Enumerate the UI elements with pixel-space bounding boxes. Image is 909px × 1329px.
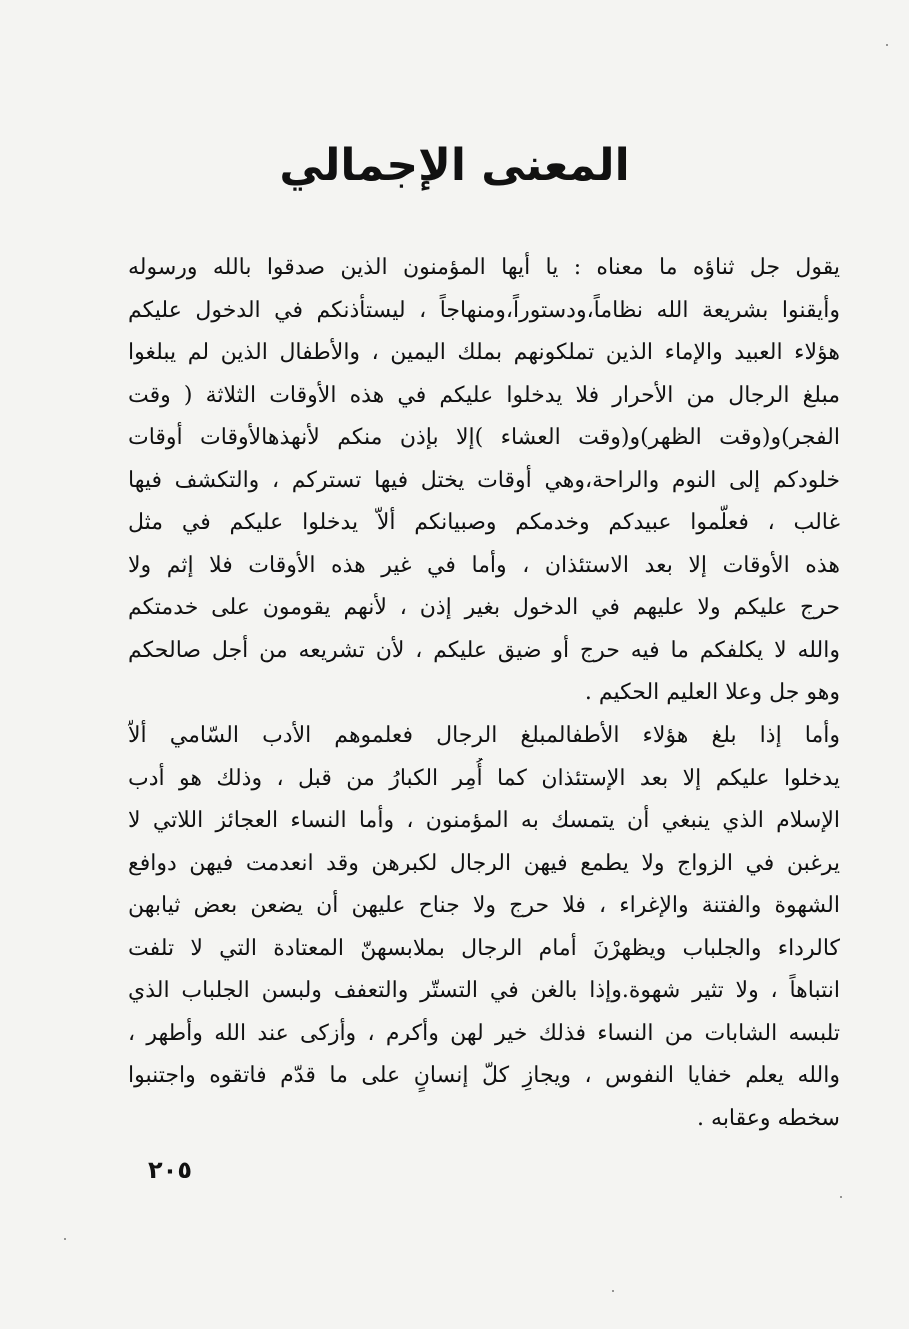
text-line: تلبسه الشابات من النساء فذلك خير لهن وأكرم ، وأزكى عند الله وأطهر ،: [128, 1020, 840, 1046]
text-line: هذه الأوقات إلا بعد الاستئذان ، وأما في غير هذه الأوقات فلا إثم ولا: [128, 552, 840, 578]
text-line: الإسلام الذي ينبغي أن يتمسك به المؤمنون ، وأما النساء العجائز اللاتي لا: [128, 808, 840, 833]
text-line: سخطه وعقابه .: [697, 1105, 840, 1131]
text-line: والله يعلم خفايا النفوس ، ويجازِ كلّ إنسانٍ على ما قدّم فاتقوه واجتنبوا: [128, 1063, 840, 1088]
page-number: ٢٠٥: [148, 1156, 192, 1184]
scan-speck: [612, 1290, 614, 1292]
text-line: غالب ، فعلّموا عبيدكم وخدمكم وصبيانكم ألاّ يدخلوا عليكم في مثل: [128, 510, 840, 535]
text-line: هؤلاء العبيد والإماء الذين تملكونهم بملك اليمين ، والأطفال الذين لم يبلغوا: [128, 340, 840, 365]
text-line: الفجر)و(وقت الظهر)و(وقت العشاء )إلا بإذن منكم لأنهذهالأوقات أوقات: [128, 425, 840, 450]
text-line: وأما إذا بلغ هؤلاء الأطفالمبلغ الرجال فعلموهم الأدب السّامي ألاّ: [128, 723, 840, 748]
text-line: والله لا يكلفكم ما فيه حرج أو ضيق عليكم ، لأن تشريعه من أجل صالحكم: [128, 637, 840, 663]
text-line: انتباهاً ، ولا تثير شهوة.وإذا بالغن في التستّر والتعفف ولبسن الجلباب الذي: [128, 978, 840, 1003]
scan-speck: [64, 1238, 66, 1240]
paragraph-2: [128, 715, 840, 1140]
scan-speck: [886, 44, 888, 46]
text-line: مبلغ الرجال من الأحرار فلا يدخلوا عليكم في هذه الأوقات الثلاثة ( وقت: [128, 382, 840, 408]
text-line: الشهوة والفتنة والإغراء ، فلا حرج ولا جناح عليهن أن يضعن بعض ثيابهن: [128, 893, 840, 918]
text-line: يقول جل ثناؤه ما معناه : يا أيها المؤمنون الذين صدقوا بالله ورسوله: [128, 255, 840, 280]
paragraph-1: [128, 247, 840, 715]
text-line: وهو جل وعلا العليم الحكيم .: [584, 680, 840, 705]
text-line: يدخلوا عليكم إلا بعد الإستئذان كما أُمِر الكبارُ من قبل ، وذلك هو أدب: [128, 765, 840, 791]
text-line: وأيقنوا بشريعة الله نظاماً،ودستوراً،ومنهاجاً ، ليستأذنكم في الدخول عليكم: [128, 297, 840, 323]
text-line: كالرداء والجلباب ويظهرْنَ أمام الرجال بملابسهنّ المعتادة التي لا تلفت: [128, 935, 840, 961]
section-title: المعنى الإجمالي: [279, 140, 630, 191]
scan-speck: [840, 1196, 842, 1198]
text-line: خلودكم إلى النوم والراحة،وهي أوقات يختل فيها تستركم ، والتكشف فيها: [128, 467, 840, 493]
text-line: حرج عليكم ولا عليهم في الدخول بغير إذن ، لأنهم يقومون على خدمتكم: [128, 595, 840, 620]
text-line: يرغبن في الزواج ولا يطمع فيهن الرجال لكبرهن وقد انعدمت فيهن دوافع: [128, 850, 840, 876]
